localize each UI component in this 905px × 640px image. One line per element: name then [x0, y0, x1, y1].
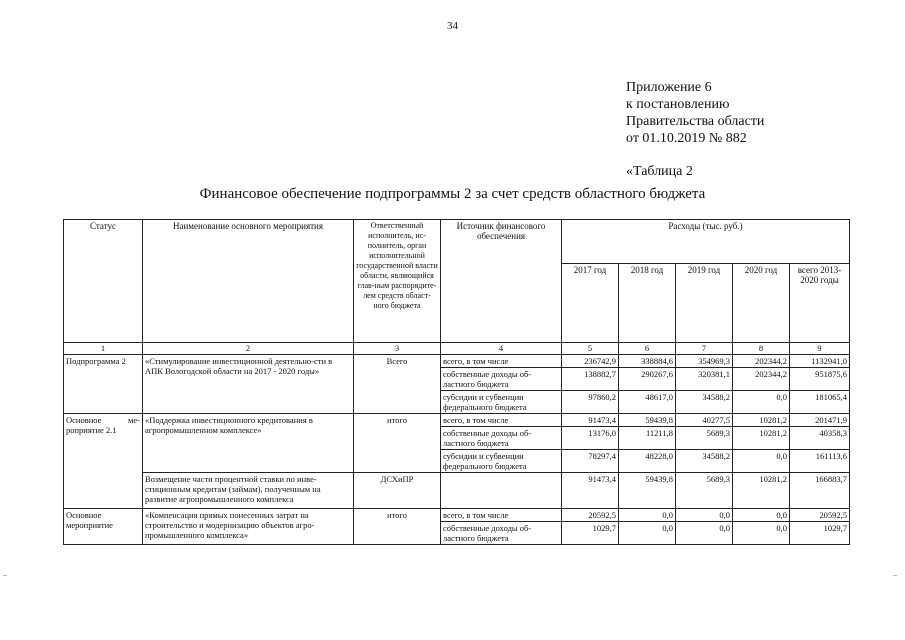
value-cell: 5689,3 [676, 427, 733, 450]
value-cell: 40277,5 [676, 414, 733, 427]
appendix-line: к постановлению [626, 97, 730, 112]
measure-cell: «Компенсация прямых понесенных затрат на строительство и модернизацию объектов агро-промышленного комплекса» [143, 509, 354, 545]
value-cell: 236742,9 [562, 355, 619, 368]
source-cell: собственные доходы об-ластного бюджета [441, 522, 562, 545]
source-cell: всего, в том числе [441, 355, 562, 368]
value-cell: 0,0 [733, 450, 790, 473]
column-number: 4 [441, 343, 562, 355]
value-cell: 13176,0 [562, 427, 619, 450]
measure-cell: «Поддержка инвестиционного кредитования в агропромышленном комплексе» [143, 414, 354, 473]
value-cell: 78297,4 [562, 450, 619, 473]
value-cell: 951875,6 [790, 368, 850, 391]
table-label: «Таблица 2 [626, 164, 693, 179]
header-status: Статус [64, 220, 143, 343]
column-number-row [64, 343, 850, 355]
document-title: Финансовое обеспечение подпрограммы 2 за счет средств областного бюджета [199, 186, 706, 202]
header-year-2017: 2017 год [562, 264, 619, 343]
header-year-2019: 2019 год [676, 264, 733, 343]
value-cell: 91473,4 [562, 473, 619, 509]
page-number: 34 [447, 20, 458, 32]
column-number: 7 [676, 343, 733, 355]
value-cell: 48617,0 [619, 391, 676, 414]
table-row [64, 355, 850, 368]
header-executor: Ответственный исполнитель, ис-полнитель, орган исполнительной государственной власти области, являющийся глав-ным распорядите-лем средств област-ного бюджета [354, 220, 441, 343]
value-cell: 59439,8 [619, 414, 676, 427]
value-cell: 48228,0 [619, 450, 676, 473]
source-cell [441, 473, 562, 509]
value-cell: 1029,7 [790, 522, 850, 545]
value-cell: 320381,1 [676, 368, 733, 391]
value-cell: 181065,4 [790, 391, 850, 414]
column-number: 2 [143, 343, 354, 355]
value-cell: 1132941,0 [790, 355, 850, 368]
value-cell: 59439,8 [619, 473, 676, 509]
value-cell: 0,0 [619, 509, 676, 522]
value-cell: 0,0 [733, 391, 790, 414]
value-cell: 338884,6 [619, 355, 676, 368]
header-total: всего 2013-2020 годы [790, 264, 850, 343]
value-cell: 290267,6 [619, 368, 676, 391]
value-cell: 138882,7 [562, 368, 619, 391]
header-measure: Наименование основного мероприятия [143, 220, 354, 343]
source-cell: собственные доходы об-ластного бюджета [441, 368, 562, 391]
source-cell: субсидии и субвенции федерального бюджета [441, 450, 562, 473]
value-cell: 0,0 [676, 509, 733, 522]
header-year-2020: 2020 год [733, 264, 790, 343]
appendix-block [626, 79, 764, 147]
value-cell: 34588,2 [676, 450, 733, 473]
value-cell: 202344,2 [733, 355, 790, 368]
value-cell: 10281,2 [733, 414, 790, 427]
financing-table [63, 219, 850, 545]
value-cell: 20592,5 [790, 509, 850, 522]
value-cell: 11211,8 [619, 427, 676, 450]
executor-cell: итого [354, 509, 441, 545]
value-cell: 0,0 [619, 522, 676, 545]
value-cell: 5689,3 [676, 473, 733, 509]
column-number: 5 [562, 343, 619, 355]
column-number: 3 [354, 343, 441, 355]
header-year-2018: 2018 год [619, 264, 676, 343]
value-cell: 354969,3 [676, 355, 733, 368]
status-cell: Подпрограмма 2 [64, 355, 143, 414]
source-cell: субсидии и субвенции федерального бюджета [441, 391, 562, 414]
value-cell: 166883,7 [790, 473, 850, 509]
appendix-line: от 01.10.2019 № 882 [626, 131, 747, 146]
edge-mark: – [3, 570, 7, 579]
column-number: 1 [64, 343, 143, 355]
edge-mark: – [893, 570, 897, 579]
measure-cell: «Стимулирование инвестиционной деятельно-сти в АПК Вологодской области на 2017 - 2020 годы» [143, 355, 354, 414]
status-cell: Основное ме-роприятие 2.1 [64, 414, 143, 509]
value-cell: 91473,4 [562, 414, 619, 427]
value-cell: 0,0 [676, 522, 733, 545]
executor-cell: ДСХиПР [354, 473, 441, 509]
table-row [64, 414, 850, 427]
value-cell: 0,0 [733, 522, 790, 545]
value-cell: 20592,5 [562, 509, 619, 522]
executor-cell: итого [354, 414, 441, 473]
value-cell: 1029,7 [562, 522, 619, 545]
value-cell: 10281,2 [733, 473, 790, 509]
header-expenses: Расходы (тыс. руб.) [562, 220, 850, 264]
appendix-line: Правительства области [626, 114, 765, 129]
source-cell: всего, в том числе [441, 509, 562, 522]
source-cell: собственные доходы об-ластного бюджета [441, 427, 562, 450]
column-number: 9 [790, 343, 850, 355]
executor-cell: Всего [354, 355, 441, 414]
value-cell: 161113,6 [790, 450, 850, 473]
value-cell: 201471,9 [790, 414, 850, 427]
value-cell: 34588,2 [676, 391, 733, 414]
column-number: 6 [619, 343, 676, 355]
table-row [64, 509, 850, 522]
appendix-line: Приложение 6 [626, 80, 712, 95]
source-cell: всего, в том числе [441, 414, 562, 427]
status-cell: Основное мероприятие [64, 509, 143, 545]
value-cell: 40358,3 [790, 427, 850, 450]
value-cell: 97860,2 [562, 391, 619, 414]
value-cell: 202344,2 [733, 368, 790, 391]
value-cell: 0,0 [733, 509, 790, 522]
value-cell: 10281,2 [733, 427, 790, 450]
header-source: Источник финансового обеспечения [441, 220, 562, 343]
column-number: 8 [733, 343, 790, 355]
measure-cell: Возмещение части процентной ставки по инве-стиционным кредитам (займам), полученным на развитие агропромышленного комплекса [143, 473, 354, 509]
table-row [64, 473, 850, 509]
